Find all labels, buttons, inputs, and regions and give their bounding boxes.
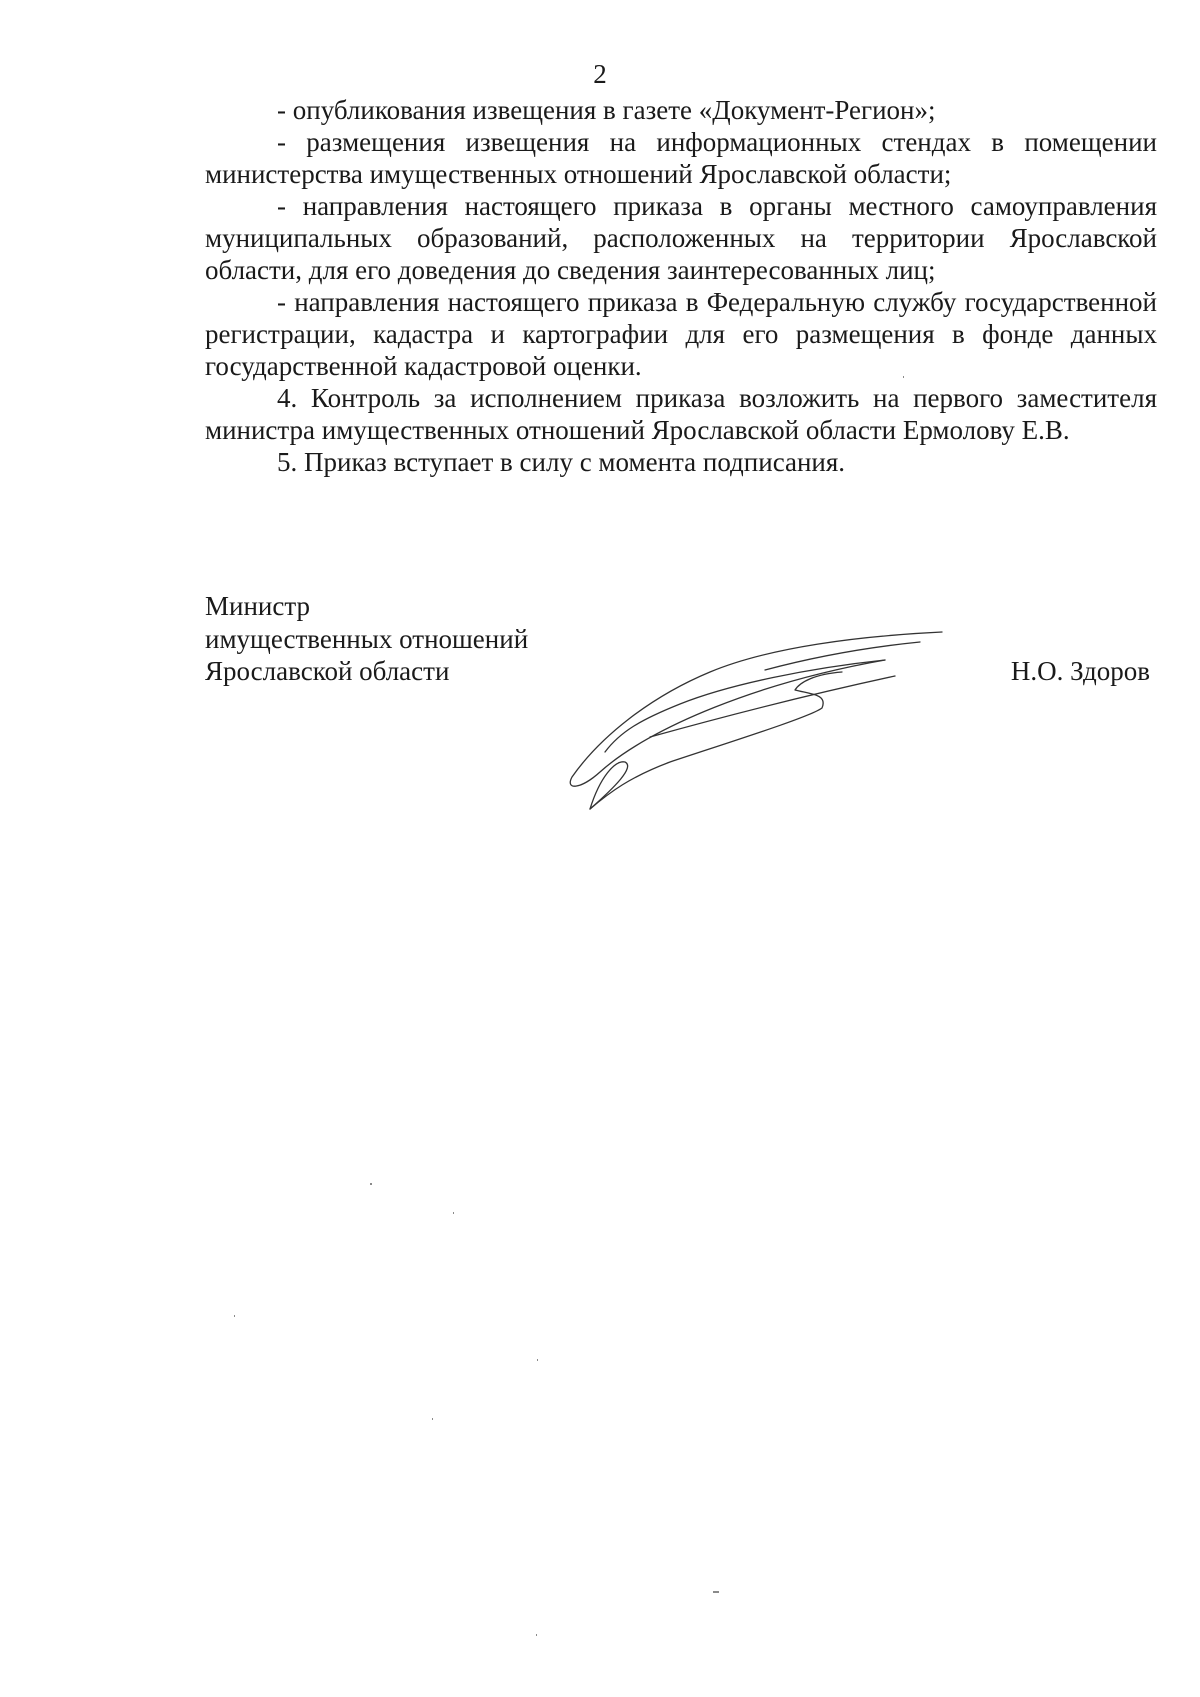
document-body — [205, 94, 1157, 478]
signatory-name: Н.О. Здоров — [1010, 656, 1150, 686]
signatory-position-line: имущественных отношений — [205, 623, 529, 654]
paragraph-publication: - опубликования извещения в газете «Документ-Регион»; — [277, 95, 936, 125]
paragraph-effective: 5. Приказ вступает в силу с момента подписания. — [277, 447, 846, 477]
scan-speck — [536, 1634, 537, 1636]
scan-speck — [432, 1418, 433, 1420]
scan-speck — [234, 1315, 235, 1317]
signatory-position-line: Министр — [205, 591, 310, 621]
scan-speck — [370, 1183, 372, 1185]
handwritten-signature — [560, 612, 950, 812]
scan-speck — [537, 1359, 538, 1361]
scan-speck — [453, 1212, 454, 1214]
page-number: 2 — [593, 59, 607, 89]
signatory-position — [205, 590, 528, 688]
scan-speck — [713, 1591, 719, 1593]
paragraph-local-government: - направления настоящего приказа в органы местного самоуправления муниципальных образований, расположенных на территории Ярославской области, для его доведения до сведения заинтересованных лиц; — [205, 191, 1157, 285]
signature-stroke — [590, 672, 842, 809]
scan-speck — [903, 376, 904, 378]
signatory-position-line: Ярославской области — [205, 656, 450, 686]
paragraph-control: 4. Контроль за исполнением приказа возложить на первого заместителя министра имущественных отношений Ярославской области Ермолову Е.В. — [205, 383, 1157, 445]
paragraph-stands: - размещения извещения на информационных стендах в помещении министерства имущественных отношений Ярославской области; — [205, 127, 1157, 189]
paragraph-federal-service: - направления настоящего приказа в Федеральную службу государственной регистрации, кадастра и картографии для его размещения в фонде данных государственной кадастровой оценки. — [205, 287, 1157, 381]
